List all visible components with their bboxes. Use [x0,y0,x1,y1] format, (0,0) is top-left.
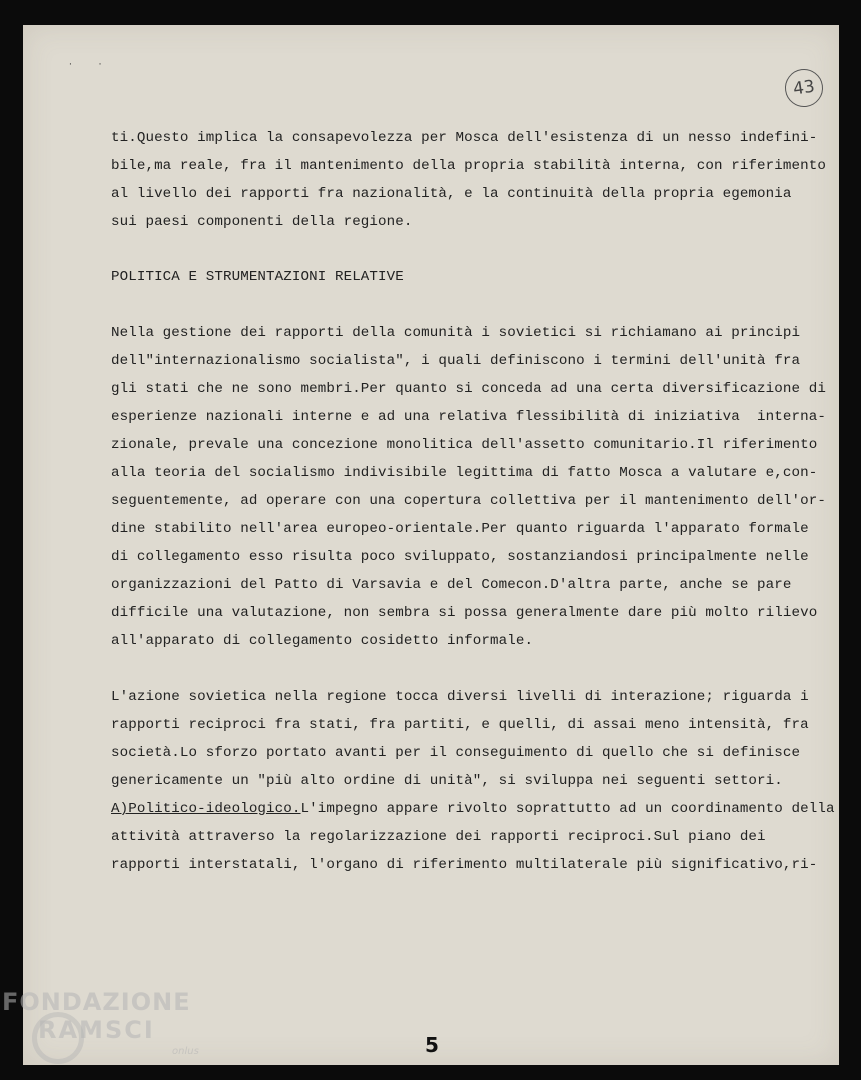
text-line: alla teoria del socialismo indivisibile legittima di fatto Mosca a valutare e,con- [111,465,818,481]
page-number: 5 [425,1033,439,1057]
text-line: organizzazioni del Patto di Varsavia e del Comecon.D'altra parte, anche se pare [111,577,792,593]
text-line: zionale, prevale una concezione monolitica dell'assetto comunitario.Il riferimento [111,437,818,453]
text-line: dell"internazionalismo socialista", i quali definiscono i termini dell'unità fra [111,353,801,369]
text-line: L'azione sovietica nella regione tocca diversi livelli di interazione; riguarda i [111,689,809,705]
text-line: all'apparato di collegamento cosidetto informale. [111,633,534,649]
section-heading: POLITICA E STRUMENTAZIONI RELATIVE [111,269,404,285]
text-line: rapporti reciproci fra stati, fra partiti, e quelli, di assai meno intensità, fra [111,717,809,733]
archive-page-stamp: 43 [783,67,826,110]
text-line: al livello dei rapporti fra nazionalità, e la continuità della propria egemonia [111,186,792,202]
text-line: rapporti interstatali, l'organo di riferimento multilaterale più significativo,ri- [111,857,818,873]
heading-continuation: L'impegno appare rivolto soprattutto ad un coordinamento della [300,801,835,817]
text-line: difficile una valutazione, non sembra si possa generalmente dare più molto rilievo [111,605,818,621]
text-line [111,800,835,818]
text-line: di collegamento esso risulta poco sviluppato, sostanziandosi principalmente nelle [111,549,809,565]
text-line: genericamente un "più alto ordine di unità", si sviluppa nei seguenti settori. [111,773,783,789]
text-line: seguentemente, ad operare con una copertura collettiva per il mantenimento dell'or- [111,493,826,509]
text-line: attività attraverso la regolarizzazione dei rapporti reciproci.Sul piano dei [111,829,766,845]
text-line: gli stati che ne sono membri.Per quanto si conceda ad una certa diversificazione di [111,381,826,397]
text-line: esperienze nazionali interne e ad una relativa flessibilità di iniziativa interna- [111,409,826,425]
text-line: ti.Questo implica la consapevolezza per Mosca dell'esistenza di un nesso indefini- [111,130,818,146]
subsection-heading: A)Politico-ideologico. [111,801,301,817]
text-line: sui paesi componenti della regione. [111,214,413,230]
corner-marks: · · [68,60,113,69]
document-page [23,25,839,1065]
fondazione-gramsci-watermark: FONDAZIONE RAMSCI onlus [2,988,212,1068]
text-line: società.Lo sforzo portato avanti per il conseguimento di quello che si definisce [111,745,801,761]
text-line: dine stabilito nell'area europeo-orientale.Per quanto riguarda l'apparato formale [111,521,809,537]
text-line: Nella gestione dei rapporti della comunità i sovietici si richiamano ai principi [111,325,801,341]
text-line: bile,ma reale, fra il mantenimento della propria stabilità interna, con riferimento [111,158,826,174]
